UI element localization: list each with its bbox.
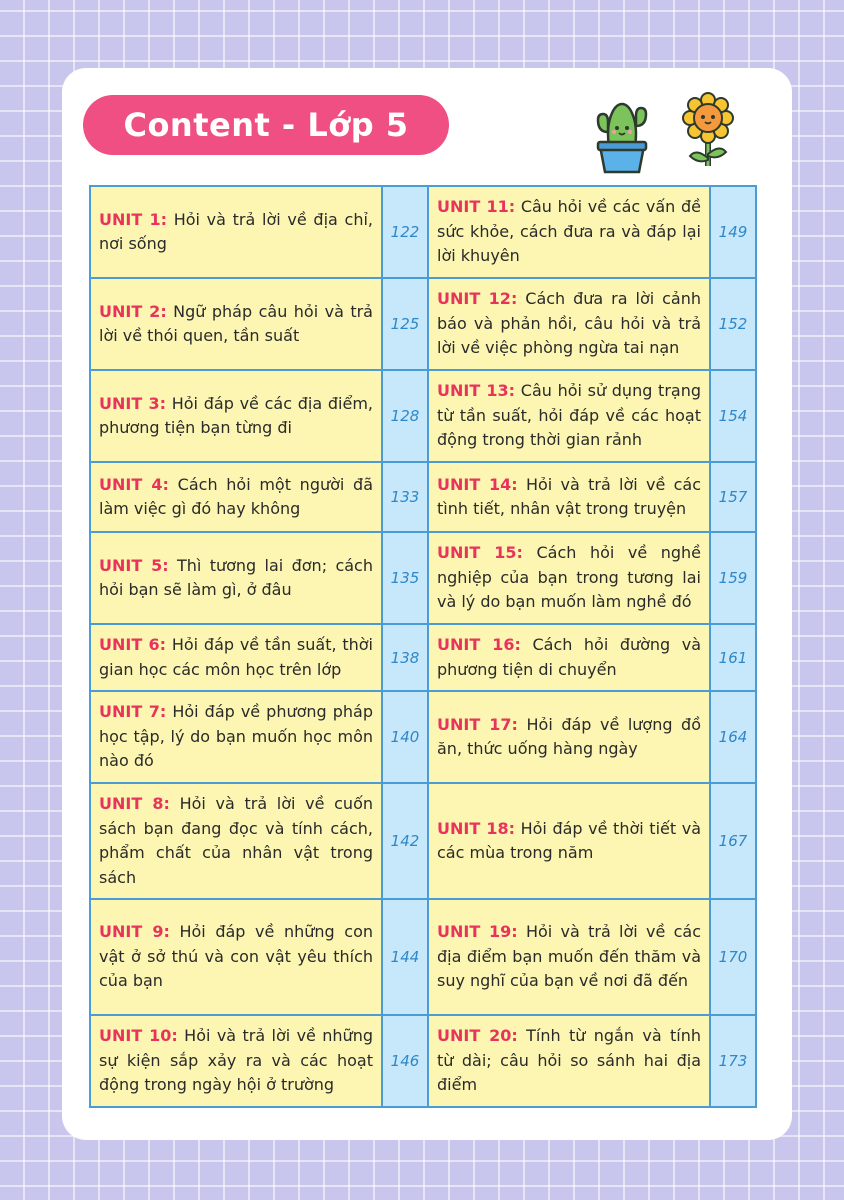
unit-label: UNIT 8: xyxy=(99,794,170,813)
table-row xyxy=(90,691,756,783)
unit-label: UNIT 19: xyxy=(437,922,518,942)
unit-text: Hỏi và trả lời về các địa điểm bạn muốn đến thăm và suy nghĩ của bạn về nơi đã đến xyxy=(437,922,702,991)
unit-description-cell xyxy=(428,624,710,691)
unit-description-cell xyxy=(428,783,710,899)
unit-text: Cách hỏi về nghề nghiệp của bạn trong tương lai và lý do bạn muốn làm nghề đó xyxy=(437,543,702,612)
page-number[interactable]: 161 xyxy=(710,624,756,691)
table-row xyxy=(90,624,756,691)
unit-label: UNIT 13: xyxy=(437,381,516,401)
page-number[interactable]: 128 xyxy=(382,370,428,462)
unit-label: UNIT 10: xyxy=(99,1026,178,1046)
table-row xyxy=(90,186,756,278)
unit-description-cell xyxy=(428,186,710,278)
page-number[interactable]: 138 xyxy=(382,624,428,691)
unit-label: UNIT 1: xyxy=(99,209,167,229)
unit-label: UNIT 3: xyxy=(99,393,166,413)
contents-table xyxy=(89,185,757,1108)
page-number[interactable]: 140 xyxy=(382,691,428,783)
table-row xyxy=(90,462,756,532)
unit-label: UNIT 17: xyxy=(437,714,518,734)
unit-description-cell xyxy=(428,278,710,370)
unit-label: UNIT 20: xyxy=(437,1026,518,1046)
table-row xyxy=(90,899,756,1015)
unit-description-cell xyxy=(90,624,382,691)
unit-description-cell xyxy=(428,462,710,532)
unit-text: Câu hỏi sử dụng trạng từ tần suất, hỏi đáp về các hoạt động trong thời gian rảnh xyxy=(437,381,701,450)
unit-label: UNIT 7: xyxy=(99,702,167,722)
page-number[interactable]: 173 xyxy=(710,1015,756,1107)
page-number[interactable]: 164 xyxy=(710,691,756,783)
unit-text: Thì tương lai đơn; cách hỏi bạn sẽ làm gì, ở đâu xyxy=(99,555,373,599)
unit-label: UNIT 5: xyxy=(99,555,169,575)
table-row xyxy=(90,532,756,624)
unit-label: UNIT 6: xyxy=(99,635,167,654)
unit-description-cell xyxy=(428,899,710,1015)
unit-text: Cách hỏi một người đã làm việc gì đó hay không xyxy=(99,474,374,518)
unit-text: Hỏi đáp về các địa điểm, phương tiện bạn từng đi xyxy=(99,393,373,437)
table-row xyxy=(90,278,756,370)
unit-label: UNIT 4: xyxy=(99,474,169,494)
unit-description-cell xyxy=(90,899,382,1015)
unit-text: Hỏi đáp về lượng đồ ăn, thức uống hàng ngày xyxy=(437,714,701,758)
unit-text: Câu hỏi về các vấn đề sức khỏe, cách đưa ra và đáp lại lời khuyên xyxy=(437,197,701,266)
unit-text: Hỏi và trả lời về địa chỉ, nơi sống xyxy=(99,209,374,253)
unit-text: Ngữ pháp câu hỏi và trả lời về thói quen, tần suất xyxy=(99,301,373,345)
table-row xyxy=(90,783,756,899)
unit-text: Hỏi và trả lời về các tình tiết, nhân vật trong truyện xyxy=(437,474,702,518)
unit-text: Tính từ ngắn và tính từ dài; câu hỏi so sánh hai địa điểm xyxy=(437,1026,701,1095)
unit-description-cell xyxy=(90,186,382,278)
cactus-icon xyxy=(590,92,654,174)
page-number[interactable]: 146 xyxy=(382,1015,428,1107)
unit-text: Hỏi đáp về phương pháp học tập, lý do bạn muốn học môn nào đó xyxy=(99,702,373,771)
page-number[interactable]: 157 xyxy=(710,462,756,532)
unit-text: Hỏi và trả lời về cuốn sách bạn đang đọc và tính cách, phẩm chất của nhân vật trong sách xyxy=(99,794,373,887)
unit-description-cell xyxy=(428,370,710,462)
unit-label: UNIT 14: xyxy=(437,474,518,494)
unit-text: Cách hỏi đường và phương tiện di chuyển xyxy=(437,635,702,679)
unit-label: UNIT 9: xyxy=(99,922,170,942)
page-number[interactable]: 135 xyxy=(382,532,428,624)
unit-label: UNIT 12: xyxy=(437,289,518,309)
unit-description-cell xyxy=(90,532,382,624)
unit-description-cell xyxy=(90,783,382,899)
unit-label: UNIT 11: xyxy=(437,197,516,217)
unit-description-cell xyxy=(428,1015,710,1107)
unit-text: Hỏi đáp về thời tiết và các mùa trong năm xyxy=(437,818,701,862)
unit-label: UNIT 18: xyxy=(437,818,515,838)
unit-description-cell xyxy=(90,691,382,783)
unit-text: Cách đưa ra lời cảnh báo và phản hồi, câu hỏi và trả lời về việc phòng ngừa tai nạn xyxy=(437,289,701,358)
page-number[interactable]: 170 xyxy=(710,899,756,1015)
page-number[interactable]: 133 xyxy=(382,462,428,532)
page-number[interactable]: 152 xyxy=(710,278,756,370)
unit-description-cell xyxy=(90,1015,382,1107)
unit-label: UNIT 15: xyxy=(437,543,523,563)
unit-text: Hỏi và trả lời về những sự kiện sắp xảy ra và các hoạt động trong ngày hội ở trường xyxy=(99,1026,373,1095)
table-row xyxy=(90,370,756,462)
page-number[interactable]: 122 xyxy=(382,186,428,278)
unit-description-cell xyxy=(90,370,382,462)
page-number[interactable]: 142 xyxy=(382,783,428,899)
page-number[interactable]: 154 xyxy=(710,370,756,462)
page-number[interactable]: 159 xyxy=(710,532,756,624)
unit-description-cell xyxy=(428,532,710,624)
page-number[interactable]: 149 xyxy=(710,186,756,278)
unit-text: Hỏi đáp về tần suất, thời gian học các môn học trên lớp xyxy=(99,635,373,679)
unit-label: UNIT 16: xyxy=(437,635,521,654)
unit-description-cell xyxy=(90,278,382,370)
unit-description-cell xyxy=(90,462,382,532)
page-title: Content - Lớp 5 xyxy=(83,95,449,155)
table-row xyxy=(90,1015,756,1107)
unit-label: UNIT 2: xyxy=(99,301,167,321)
page-number[interactable]: 144 xyxy=(382,899,428,1015)
sunflower-icon xyxy=(676,92,740,174)
page-number[interactable]: 125 xyxy=(382,278,428,370)
unit-text: Hỏi đáp về những con vật ở sở thú và con vật yêu thích của bạn xyxy=(99,922,374,991)
unit-description-cell xyxy=(428,691,710,783)
page-number[interactable]: 167 xyxy=(710,783,756,899)
